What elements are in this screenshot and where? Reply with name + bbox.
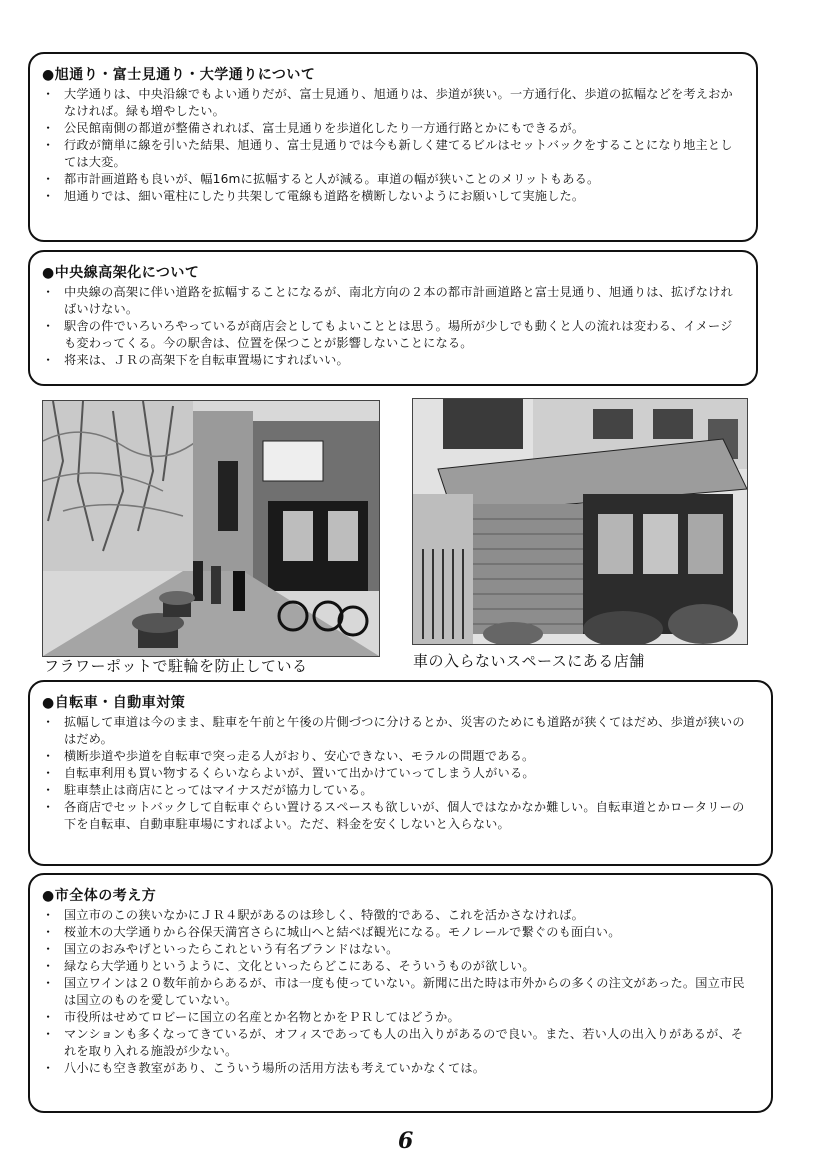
list-item: ・ 将来は、ＪＲの高架下を自転車置場にすればいい。 (42, 352, 740, 369)
list-item: ・ 緑なら大学通りというように、文化といったらどこにある、そういうものが欲しい。 (42, 958, 755, 975)
section-heading: ●旭通り・富士見通り・大学通りについて (42, 67, 316, 83)
list-item: ・ 駅舎の件でいろいろやっているが商店会としてもよいこととは思う。場所が少しでも動くと人の流れは変わる、イメージも変わってくる。今の駅舎は、位置を保つことが影響しないことになる。 (42, 318, 740, 352)
section-heading: ●中央線高架化について (42, 265, 200, 281)
section-list (42, 284, 740, 369)
photo-caption-flowerpot: フラワーポットで駐輪を防止している (44, 657, 308, 675)
list-item: ・ 大学通りは、中央沿線でもよい通りだが、富士見通り、旭通りは、歩道が狭い。一方通行化、歩道の拡幅などを考えおかなければ。緑も増やしたい。 (42, 86, 740, 120)
list-item: ・ 旭通りでは、細い電柱にしたり共架して電線も道路を横断しないようにお願いして実施した。 (42, 188, 740, 205)
list-item: ・ 行政が簡単に線を引いた結果、旭通り、富士見通りでは今も新しく建てるビルはセットバックをすることになり地主としては大変。 (42, 137, 740, 171)
section-heading: ●自転車・自動車対策 (42, 695, 186, 711)
list-item: ・ 国立ワインは２０数年前からあるが、市は一度も使っていない。新聞に出た時は市外からの多くの注文があった。国立市民は国立のものを愛していない。 (42, 975, 755, 1009)
street-flowerpot-photo (42, 400, 380, 657)
section-city-wide-approach (28, 873, 773, 1113)
list-item: ・ 横断歩道や歩道を自転車で突っ走る人がおり、安心できない、モラルの問題である。 (42, 748, 755, 765)
list-item: ・ 駐車禁止は商店にとってはマイナスだが協力している。 (42, 782, 755, 799)
list-item: ・ 各商店でセットバックして自転車ぐらい置けるスペースも欲しいが、個人ではなかなか難しい。自転車道とかロータリーの下を自転車、自動車駐車場にすればよい。ただ、料金を安くしないと入らない。 (42, 799, 755, 833)
shop-photo (412, 398, 748, 645)
section-asahi-fujimi-daigaku (28, 52, 758, 242)
list-item: ・ 国立市のこの狭いなかにＪＲ４駅があるのは珍しく、特徴的である、これを活かさなければ。 (42, 907, 755, 924)
list-item: ・ 桜並木の大学通りから谷保天満宮さらに城山へと結べば観光になる。モノレールで繋ぐのも面白い。 (42, 924, 755, 941)
list-item: ・ 中央線の高架に伴い道路を拡幅することになるが、南北方向の２本の都市計画道路と富士見通り、旭通りは、拡げなければいけない。 (42, 284, 740, 318)
list-item: ・ 公民館南側の都道が整備されれば、富士見通りを歩道化したり一方通行路とかにもできるが。 (42, 120, 740, 137)
list-item: ・ 国立のおみやげといったらこれという有名ブランドはない。 (42, 941, 755, 958)
section-list (42, 907, 755, 1077)
list-item: ・ マンションも多くなってきているが、オフィスであっても人の出入りがあるので良い。また、若い人の出入りがあるが、それを取り入れる施設が少ない。 (42, 1026, 755, 1060)
section-chuo-line-elevation (28, 250, 758, 386)
photo-caption-shop: 車の入らないスペースにある店舗 (413, 652, 645, 670)
page-number: 6 (398, 1128, 414, 1154)
list-item: ・ 拡幅して車道は今のまま、駐車を午前と午後の片側づつに分けるとか、災害のためにも道路が狭くてはだめ、歩道が狭いのはだめ。 (42, 714, 755, 748)
section-bicycle-car-measures (28, 680, 773, 866)
section-list (42, 86, 740, 205)
list-item: ・ 都市計画道路も良いが、幅16mに拡幅すると人が減る。車道の幅が狭いことのメリットもある。 (42, 171, 740, 188)
section-list (42, 714, 755, 833)
section-heading: ●市全体の考え方 (42, 888, 157, 904)
list-item: ・ 市役所はせめてロビーに国立の名産とか名物とかをＰＲしてはどうか。 (42, 1009, 755, 1026)
list-item: ・ 八小にも空き教室があり、こういう場所の活用方法も考えていかなくては。 (42, 1060, 755, 1077)
list-item: ・ 自転車利用も買い物するくらいならよいが、置いて出かけていってしまう人がいる。 (42, 765, 755, 782)
